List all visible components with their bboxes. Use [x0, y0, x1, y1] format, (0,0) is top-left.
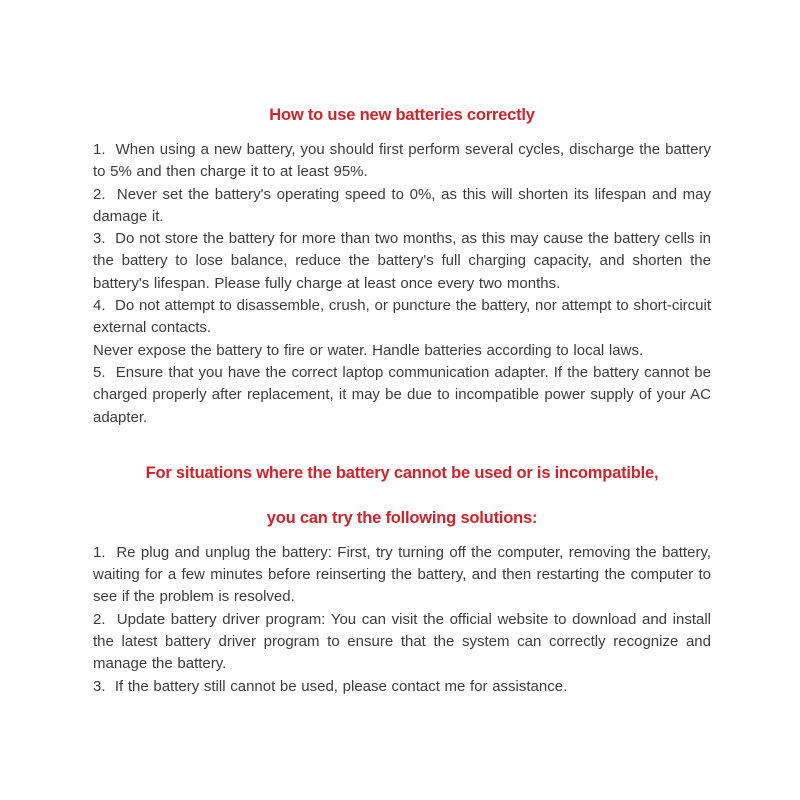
- usage-instruction-4-note: Never expose the battery to fire or water. Handle batteries according to local laws.: [93, 341, 644, 359]
- battery-instructions-document: [93, 0, 711, 698]
- solution-step-1: 1. Re plug and unplug the battery: First, try turning off the computer, removing the battery, waiting for a few minutes before reinserting the battery, and then restarting the computer to see if the problem is resolved.: [93, 543, 711, 606]
- section1-title: How to use new batteries correctly: [269, 106, 535, 124]
- usage-instruction-4: 4. Do not attempt to disassemble, crush, or puncture the battery, nor attempt to short-circuit external contacts.: [93, 297, 711, 337]
- usage-instruction-2: 2. Never set the battery's operating speed to 0%, as this will shorten its lifespan and may damage it.: [93, 185, 711, 225]
- usage-instruction-5: 5. Ensure that you have the correct laptop communication adapter. If the battery cannot be charged properly after replacement, it may be due to incompatible power supply of your AC adapter.: [93, 363, 711, 426]
- usage-instruction-1: 1. When using a new battery, you should first perform several cycles, discharge the battery to 5% and then charge it to at least 95%.: [93, 141, 711, 181]
- solution-step-2: 2. Update battery driver program: You can visit the official website to download and install the latest battery driver program to ensure that the system can correctly recognize and manage the battery.: [93, 610, 711, 673]
- section2-title-line2: you can try the following solutions:: [266, 508, 538, 527]
- section2-title-line1: For situations where the battery cannot be used or is incompatible,: [145, 463, 659, 482]
- solution-step-3: 3. If the battery still cannot be used, please contact me for assistance.: [93, 677, 568, 695]
- usage-instruction-3: 3. Do not store the battery for more than two months, as this may cause the battery cells in the battery to lose balance, reduce the battery's full charging capacity, and shorten the battery's lifespan. Please fully charge at least once every two months.: [93, 230, 711, 292]
